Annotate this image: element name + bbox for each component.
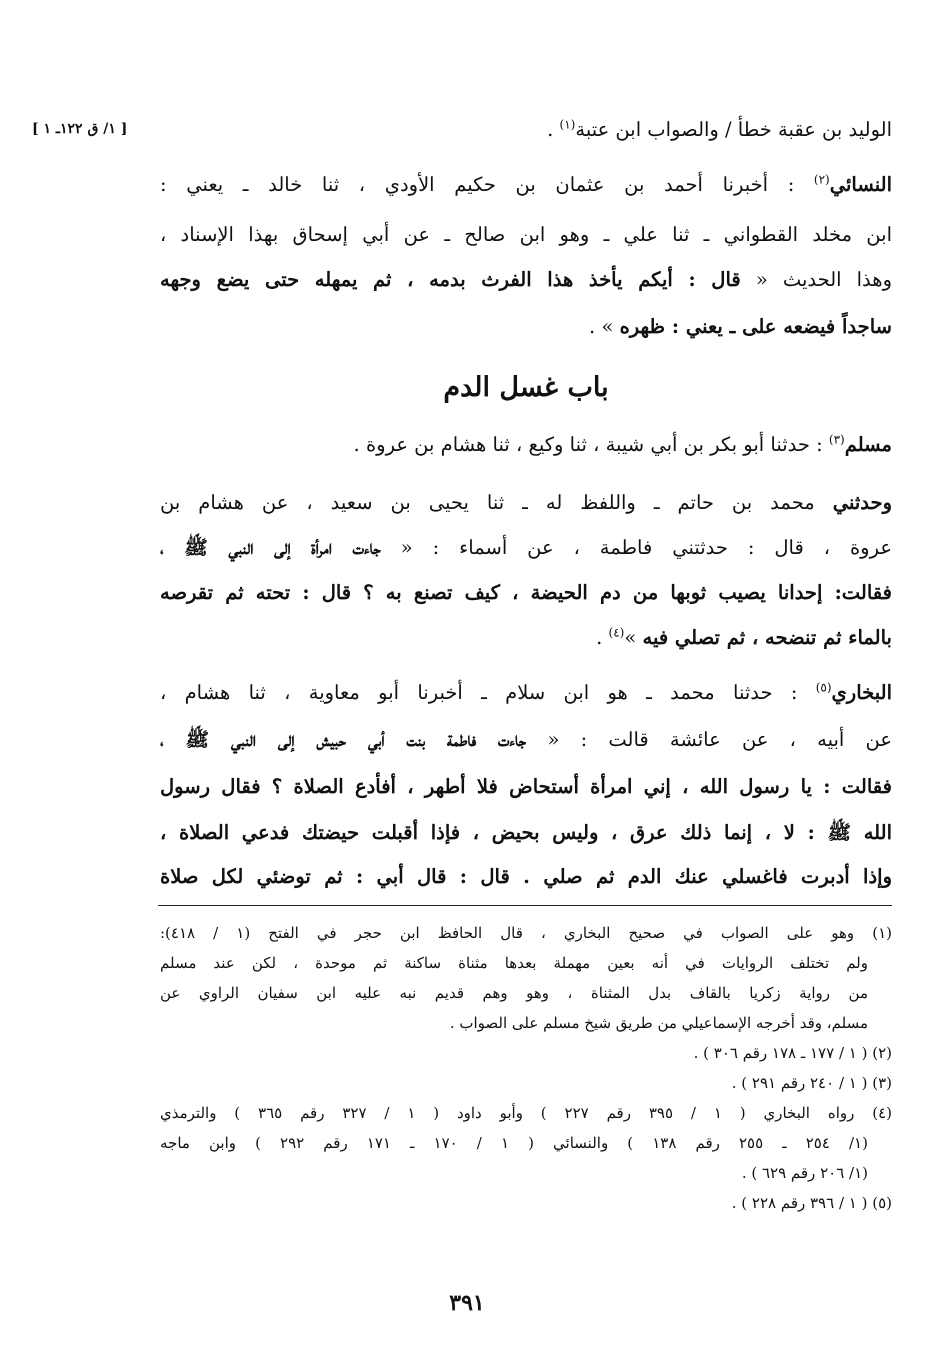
footnote-marker: (١) xyxy=(559,117,576,132)
body-line: ابن مخلد القطواني ـ ثنا علي ـ وهو ابن صالح ـ عن أبي إسحاق بهذا الإسناد ، xyxy=(160,223,892,246)
body-line: وإذا أدبرت فاغسلي عنك الدم ثم صلي . قال : قال أبي : ثم توضئي لكل صلاة xyxy=(160,865,892,888)
body-line: مسلم$^{(٣)}$ : حدثنا أبو بكر بن أبي شيبة ، ثنا وكيع ، ثنا هشام بن عروة . xyxy=(353,432,892,456)
hadith-text: بالماء ثم تنضحه ، ثم تصلي فيه xyxy=(642,626,892,649)
section-heading: باب غسل الدم xyxy=(443,372,609,403)
body-line: الوليد بن عقبة خطأً / والصواب ابن عتبة$^{(١)}$ . xyxy=(547,117,892,141)
source-name: البخاري xyxy=(831,681,892,704)
footnote-divider xyxy=(158,905,892,906)
footnote-continuation: (١/ ٢٠٦ رقم ٦٢٩ ) . xyxy=(741,1164,868,1182)
hadith-text: ساجداً فيضعه على ـ يعني : ظهره xyxy=(619,315,892,338)
body-line: بالماء ثم تنضحه ، ثم تصلي فيه »$^{(٤)}$ . xyxy=(596,625,892,649)
manuscript-folio-reference: [ ١/ ق ١٢٢ـ ١ ] xyxy=(32,121,128,137)
footnote: (١) وهو على الصواب في صحيح البخاري ، قال الحافظ ابن حجر في الفتح (١ / ٤١٨): xyxy=(160,924,892,942)
body-line: وهذا الحديث « قال : أيكم يأخذ هذا الفرث بدمه ، ثم يمهله حتى يضع وجهه xyxy=(160,268,892,291)
hadith-text: قال : أيكم يأخذ هذا الفرث بدمه ، ثم يمهله حتى يضع وجهه xyxy=(160,268,741,291)
hadith-text: جاءت امرأة إلى النبي ﷺ ، xyxy=(160,536,381,559)
body-line: البخاري$^{(٥)}$ : حدثنا محمد ـ هو ابن سلام ـ أخبرنا أبو معاوية ، ثنا هشام ، xyxy=(160,680,892,704)
body-line: عروة ، قال : حدثتني فاطمة ، عن أسماء : « جاءت امرأة إلى النبي ﷺ ، xyxy=(160,536,892,559)
body-line: الله ﷺ : لا ، إنما ذلك عرق ، وليس بحيض ، فإذا أقبلت حيضتك فدعي الصلاة ، xyxy=(160,821,892,844)
body-line: عن أبيه ، عن عائشة قالت : « جاءت فاطمة بنت أبي حبيش إلى النبي ﷺ ، xyxy=(160,728,892,751)
footnote-marker: (٥) xyxy=(815,680,832,695)
source-name: النسائي xyxy=(829,173,892,196)
body-line: ساجداً فيضعه على ـ يعني : ظهره » . xyxy=(589,315,892,338)
body-line: فقالت: إحدانا يصيب ثوبها من دم الحيضة ، كيف تصنع به ؟ قال : تحته ثم تقرصه xyxy=(160,581,892,604)
footnote: (٢) ( ١ / ١٧٧ ـ ١٧٨ رقم ٣٠٦ ) . xyxy=(693,1044,892,1062)
footnote-continuation: ولم تختلف الروايات في أنه بعين مهملة بعدها مثناة ساكنة ثم موحدة ، لكن عند مسلم xyxy=(160,954,868,972)
body-line: وحدثني محمد بن حاتم ـ واللفظ له ـ ثنا يحيى بن سعيد ، عن هشام بن xyxy=(160,491,892,514)
footnote-continuation: من رواية زكريا بالقاف بدل المثناة ، وهو وهم قديم نبه عليه ابن سفيان الراوي عن xyxy=(160,984,868,1002)
page-number: ٣٩١ xyxy=(449,1290,485,1316)
body-line: النسائي$^{(٢)}$ : أخبرنا أحمد بن عثمان بن حكيم الأودي ، ثنا خالد ـ يعني : xyxy=(160,172,892,196)
body-line: فقالت : يا رسول الله ، إني امرأة أستحاض فلا أطهر ، أفأدع الصلاة ؟ فقال رسول xyxy=(160,775,892,798)
hadith-text: جاءت فاطمة بنت أبي حبيش إلى النبي ﷺ ، xyxy=(160,728,527,751)
footnote-marker: (٤) xyxy=(608,625,625,640)
footnote-marker: (٣) xyxy=(828,432,845,447)
footnote: (٥) ( ١ / ٣٩٦ رقم ٢٢٨ ) . xyxy=(731,1194,892,1212)
footnote: (٣) ( ١ / ٢٤٠ رقم ٢٩١ ) . xyxy=(731,1074,892,1092)
footnote-continuation: مسلم، وقد أخرجه الإسماعيلي من طريق شيخ مسلم على الصواب . xyxy=(449,1014,868,1032)
source-name: مسلم xyxy=(844,433,892,456)
footnote-marker: (٢) xyxy=(813,172,830,187)
footnote-continuation: (١/ ٢٥٤ ـ ٢٥٥ رقم ١٣٨ ) والنسائي ( ١ / ١٧٠ ـ ١٧١ رقم ٢٩٢ ) وابن ماجه xyxy=(160,1134,868,1152)
footnote: (٤) رواه البخاري ( ١ / ٣٩٥ رقم ٢٢٧ ) وأبو داود ( ١ / ٣٢٧ رقم ٣٦٥ ) والترمذي xyxy=(160,1104,892,1122)
